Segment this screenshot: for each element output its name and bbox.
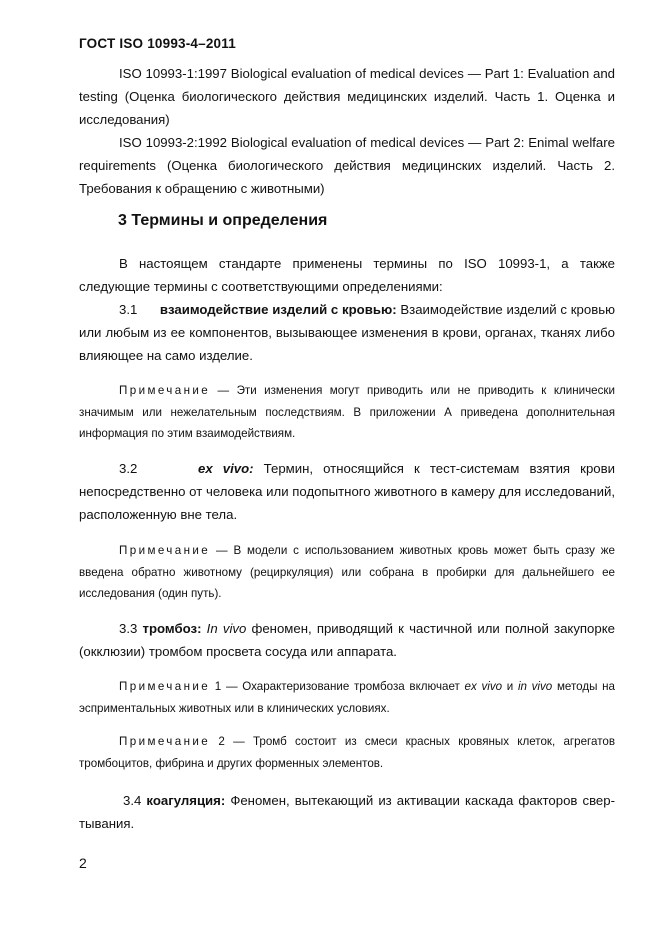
note-3-1 bbox=[79, 380, 615, 445]
note-3-3-2: Примечание 2 — Тромб состоит из смеси красных кровяных клеток, агрегатов тромбоцитов, фибрина и других форменных элементов. bbox=[79, 735, 615, 770]
term-definition: феномен, приводящий к частичной или полной закупорке (окклюзии) тромбом просвета сосуда или аппарата. bbox=[79, 621, 615, 659]
term-definition: Взаимодействие изделий с кровью или любым из ее компонентов, вызывающее изменения в крови, органах, тканях либо влияющее на само изделие. bbox=[79, 302, 615, 363]
term-number: 3.3 bbox=[119, 621, 138, 636]
term-3-1 bbox=[79, 298, 615, 367]
document-header: ГОСТ ISO 10993-4–2011 bbox=[79, 36, 236, 51]
note-text: — Эти изменения могут приводить или не приводить к клинически значимым или нежелательным последствиям. В приложении А приведена дополнительная информация по этим взаимодействиям. bbox=[79, 384, 615, 440]
term-name: тромбоз: bbox=[142, 621, 202, 636]
term-name: взаимодействие изделий с кровью: bbox=[159, 302, 397, 317]
term-3-3: 3.3 тромбоз: In vivo феномен, приводящий к частичной или полной закупорке (окклюзии) тромбом просвета сосуда или аппарата. bbox=[79, 621, 615, 659]
page-number: 2 bbox=[79, 855, 87, 871]
term-name: ex vivo: bbox=[198, 461, 254, 476]
section-intro: В настоящем стандарте применены термины по ISO 10993-1, а также следующие термины с соответствующими определениями: bbox=[79, 256, 615, 294]
term-definition: Феномен, вытекающий из активации каскада факторов свер-тывания. bbox=[79, 793, 615, 831]
term-number: 3.4 bbox=[123, 793, 142, 808]
term-number: 3.1 bbox=[119, 302, 138, 317]
term-definition: Термин, относящийся к тест-системам взятия крови непосредственно от человека или подопытного животного в камеру для исследований, расположенную вне тела. bbox=[79, 461, 615, 522]
note-label: Примечание bbox=[119, 384, 211, 397]
term-name: коагуляция: bbox=[146, 793, 226, 808]
note-3-2 bbox=[79, 540, 615, 605]
section-title: 3 Термины и определения bbox=[118, 212, 328, 229]
reference-iso-10993-2: ISO 10993-2:1992 Biological evaluation of medical devices — Part 2: Enimal welfare requirements (Оценка биологического действия медицинских изделий. Часть 2. Требования к обращению с животными) bbox=[79, 135, 615, 196]
note-text: — В модели с использованием животных кровь может быть сразу же введена обратно животному (рециркуляция) или собрана в пробирки для дальнейшего ее исследования (один путь). bbox=[79, 544, 615, 600]
note-label: Примечание bbox=[119, 680, 211, 693]
reference-iso-10993-1: ISO 10993-1:1997 Biological evaluation of medical devices — Part 1: Evaluation and testing (Оценка биологического действия медицинских изделий. Часть 1. Оценка и исследования) bbox=[79, 66, 615, 127]
term-3-2 bbox=[79, 457, 615, 526]
term-number: 3.2 bbox=[119, 461, 138, 476]
note-3-3-1: Примечание 1 — Охарактеризование тромбоза включает ex vivo и in vivo методы на эсприментальных животных или в клинических условиях. bbox=[79, 680, 615, 715]
term-3-4 bbox=[79, 789, 615, 835]
note-label: Примечание bbox=[119, 544, 211, 557]
note-label: Примечание bbox=[119, 735, 211, 748]
